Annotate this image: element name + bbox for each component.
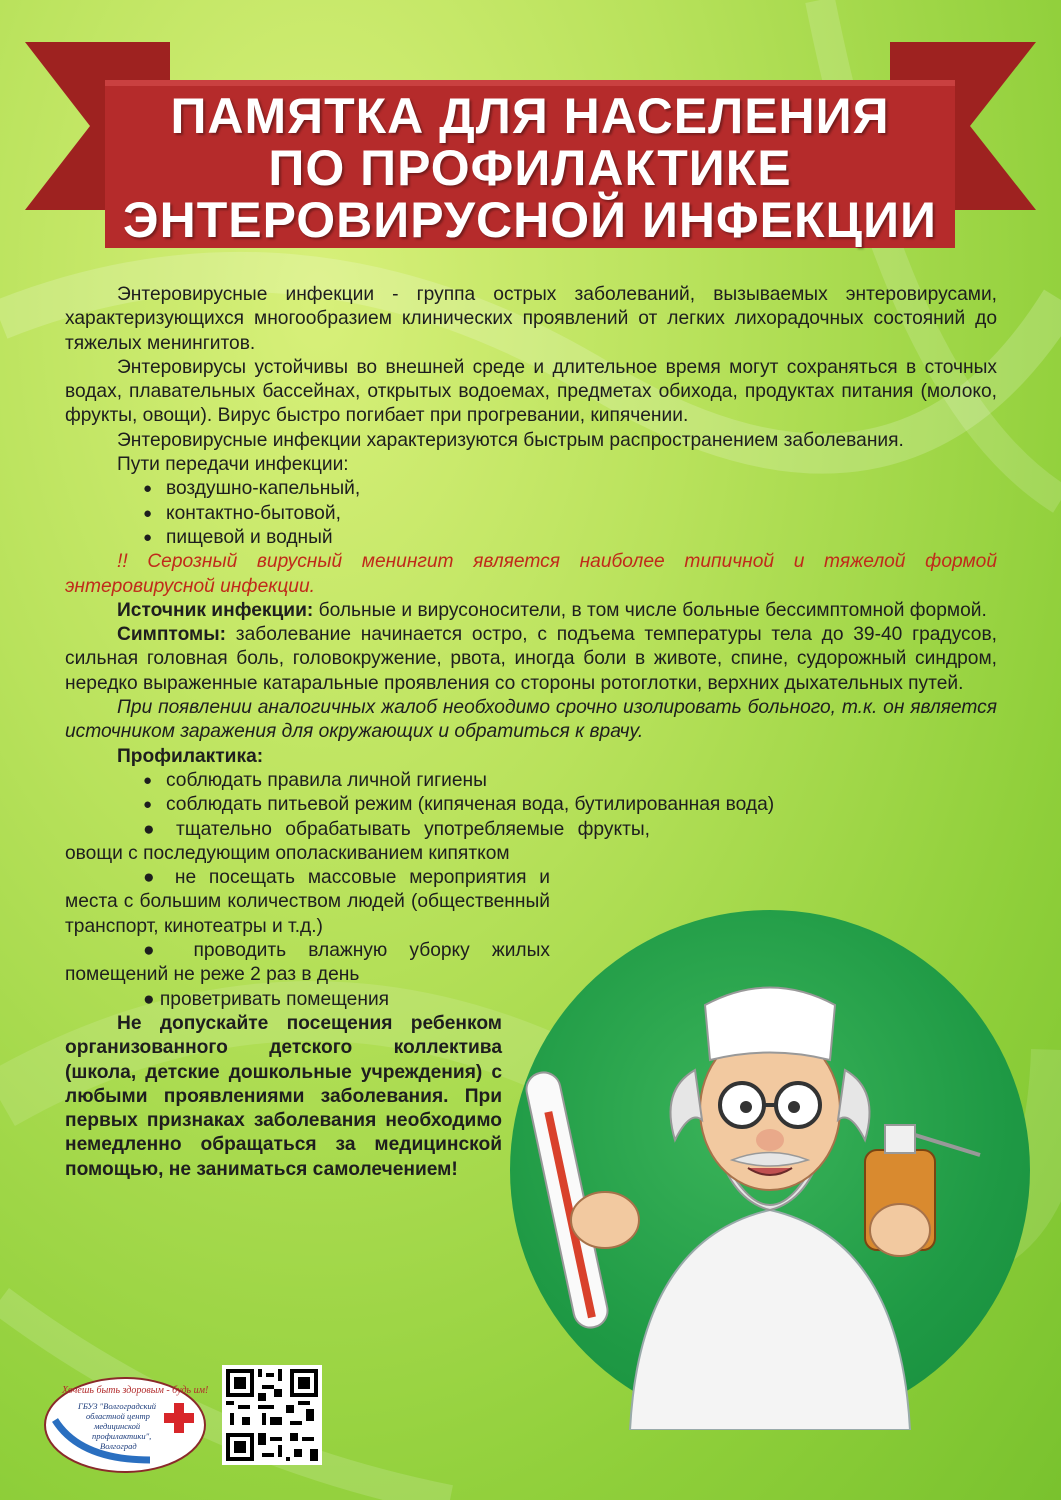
- logo-org-5: Волгоград: [100, 1441, 137, 1451]
- list-item: ● соблюдать правила личной гигиены: [143, 769, 997, 793]
- prevention-list: [65, 769, 997, 818]
- prevention-item-5-text: проводить влажную уборку жилых помещений не реже 2 раз в день: [65, 940, 550, 986]
- page-title: [105, 90, 955, 246]
- symptoms-label: Симптомы:: [117, 624, 227, 646]
- source-label: Источник инфекции:: [117, 599, 314, 621]
- paragraph-symptoms: [65, 623, 997, 696]
- paragraph-resistance: Энтеровирусы устойчивы во внешней среде и длительное время могут сохраняться в сточных водах, плавательных бассейнах, открытых водоемах, предметах обихода, продуктах питания (молоко, фрукты, овощи). Вирус быстро погибает при прогревании, кипячении.: [65, 356, 997, 427]
- symptoms-text: заболевание начинается остро, с подъема температуры тела до 39-40 градусов, сильная головная боль, головокружение, рвота, иногда боли в животе, спине, судорожный синдром, нередко выраженные катаральные проявления со стороны ротоглотки, верхних дыхательных путей.: [65, 624, 997, 694]
- final-warning: Не допускайте посещения ребенком организованного детского коллектива (школа, детские дошкольные учреждения) с любыми проявлениями заболевания. При первых признаках заболевания необходимо немедленно обращаться за медицинской помощью, не заниматься самолечением!: [65, 1012, 502, 1180]
- title-line-2: ПО ПРОФИЛАКТИКЕ: [268, 140, 792, 196]
- title-line-3: ЭНТЕРОВИРУСНОЙ ИНФЕКЦИИ: [123, 192, 937, 248]
- logo-arc-text: Хочешь быть здоровым - будь им!: [62, 1385, 209, 1396]
- prevention-item-4-text: не посещать массовые мероприятия и места с большим количеством людей (общественный транспорт, кинотеатры и т.д.): [65, 867, 550, 937]
- list-item: ● воздушно-капельный,: [143, 477, 997, 501]
- logo-org-2: областной центр: [86, 1411, 150, 1421]
- list-item: ● контактно-бытовой,: [143, 502, 997, 526]
- logo-org-3: медицинской: [94, 1421, 141, 1431]
- paragraph-spread: Энтеровирусные инфекции характеризуются быстрым распространением заболевания.: [117, 429, 904, 451]
- prevention-item-5: ● проводить влажную уборку жилых помещений не реже 2 раз в день: [65, 940, 550, 986]
- list-item: ● пищевой и водный: [143, 526, 997, 550]
- paragraph-source: [65, 599, 997, 623]
- logo-org-1: ГБУЗ "Волгоградский: [78, 1401, 156, 1411]
- prevention-heading: [65, 745, 997, 769]
- article-body: [65, 283, 997, 1182]
- routes-list: [65, 477, 997, 550]
- source-text: больные и вирусоносители, в том числе больные бессимптомной формой.: [313, 599, 987, 621]
- prevention-item-3-text: тщательно обрабатывать употребляемые фрукты, овощи с последующим ополаскиванием кипятком: [65, 818, 650, 864]
- paragraph-intro: Энтеровирусные инфекции - группа острых заболеваний, вызываемых энтеровирусами, характеризующихся многообразием клинических проявлений от легких лихорадочных состояний до тяжелых менингитов.: [65, 284, 997, 354]
- logo-org-4: профилактики",: [92, 1431, 152, 1441]
- prevention-item-6: ● проветривать помещения: [143, 988, 390, 1010]
- qr-code[interactable]: [222, 1365, 322, 1465]
- meningitis-warning: !! Серозный вирусный менингит является наиболее типичной и тяжелой формой энтеровирусной инфекции.: [65, 551, 997, 597]
- title-line-1: ПАМЯТКА ДЛЯ НАСЕЛЕНИЯ: [170, 88, 890, 144]
- paragraph-isolation: При появлении аналогичных жалоб необходимо срочно изолировать больного, т.к. он является источником заражения для окружающих и обратиться к врачу.: [65, 697, 997, 743]
- prevention-heading-text: Профилактика:: [117, 745, 264, 767]
- list-item: ● соблюдать питьевой режим (кипяченая вода, бутилированная вода): [143, 793, 997, 817]
- prevention-item-4: ● не посещать массовые мероприятия и места с большим количеством людей (общественный транспорт, кинотеатры и т.д.): [65, 867, 550, 937]
- organization-logo: [40, 1365, 210, 1475]
- prevention-item-6-text: проветривать помещения: [159, 988, 390, 1010]
- prevention-item-3: ● тщательно обрабатывать употребляемые фрукты, овощи с последующим ополаскиванием кипятком: [65, 818, 650, 864]
- routes-heading: Пути передачи инфекции:: [117, 454, 349, 476]
